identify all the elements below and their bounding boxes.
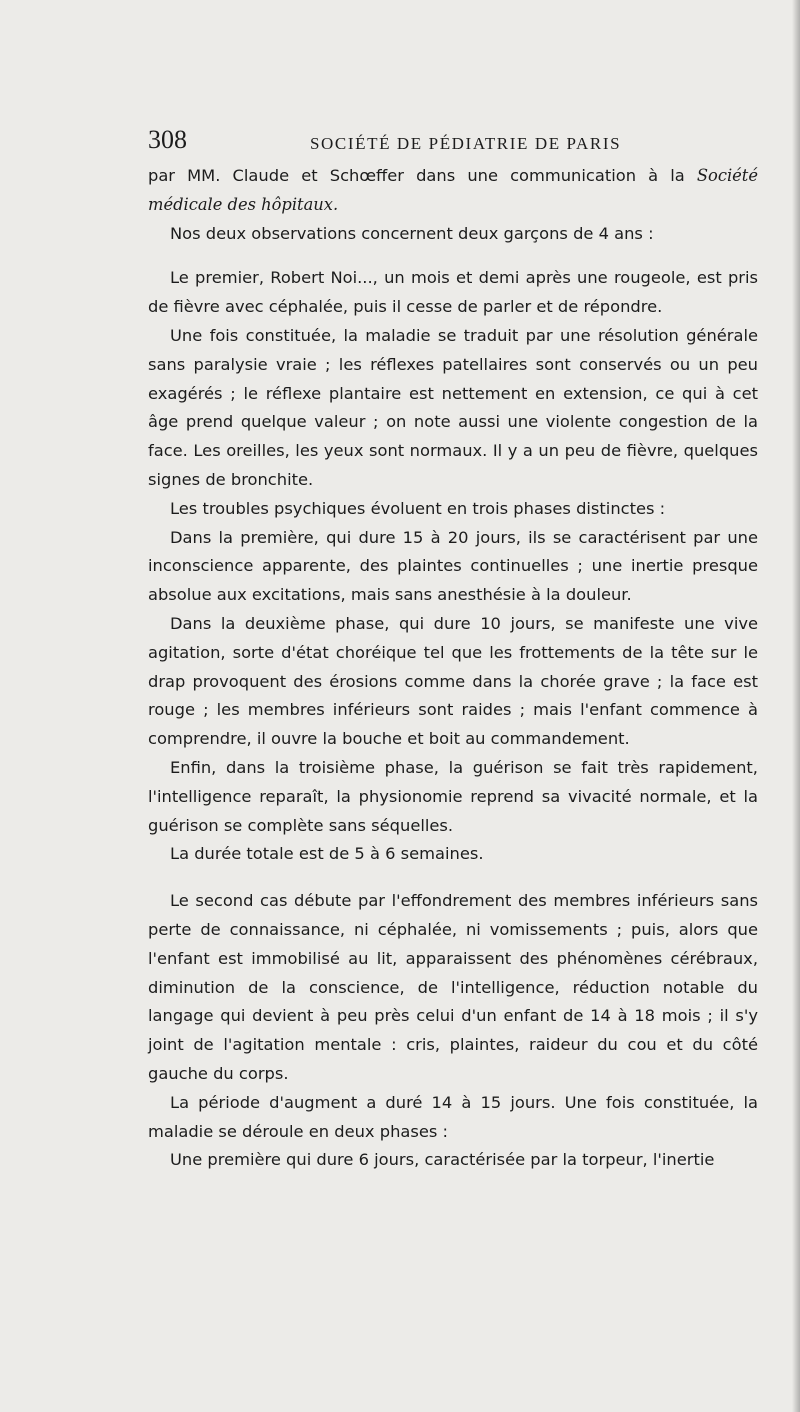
running-head: SOCIÉTÉ DE PÉDIATRIE DE PARIS: [310, 134, 622, 153]
paragraph-text: par MM. Claude et Schœffer dans une communication à la: [148, 166, 697, 185]
paragraph: La période d'augment a duré 14 à 15 jours. Une fois constituée, la maladie se déroule en deux phases :: [148, 1092, 758, 1141]
paragraph-continuation: [148, 162, 758, 220]
page-header: [148, 124, 758, 160]
paragraph: Le premier, Robert Noi..., un mois et demi après une rougeole, est pris de fièvre avec céphalée, puis il cesse de parler et de répondre.: [148, 268, 758, 317]
paragraph: Enfin, dans la troisième phase, la guérison se fait très rapidement, l'intelligence reparaît, la physionomie reprend sa vivacité normale, et la guérison se complète sans séquelles.: [148, 757, 758, 835]
journal-title: Société médicale des hôpitaux.: [148, 166, 758, 214]
paragraph: Le second cas débute par l'effondrement des membres inférieurs sans perte de connaissance, ni céphalée, ni vomissements ; puis, alors que l'enfant est immobilisé au lit, apparaissent des phénomènes cérébraux, diminution de la conscience, de l'intelligence, réduction notable du langage qui devient à peu près celui d'un enfant de 14 à 18 mois ; il s'y joint de l'agitation mentale : cris, plaintes, raideur du cou et du côté gauche du corps.: [148, 891, 758, 1083]
paragraph: Dans la première, qui dure 15 à 20 jours, ils se caractérisent par une inconscience apparente, des plaintes continuelles ; une inertie presque absolue aux excitations, mais sans anesthésie à la douleur.: [148, 527, 758, 605]
page-edge-shadow: [792, 0, 800, 1412]
paragraph: Nos deux observations concernent deux garçons de 4 ans :: [170, 223, 654, 243]
paragraph: La durée totale est de 5 à 6 semaines.: [170, 844, 484, 864]
page-number: 308: [148, 125, 187, 154]
body-text: [148, 162, 758, 1175]
paragraph: Une première qui dure 6 jours, caractérisée par la torpeur, l'inertie: [170, 1150, 715, 1170]
paragraph: Dans la deuxième phase, qui dure 10 jours, se manifeste une vive agitation, sorte d'état choréique tel que les frottements de la tête sur le drap provoquent des érosions comme dans la chorée grave ; la face est rouge ; les membres inférieurs sont raides ; mais l'enfant commence à comprendre, il ouvre la bouche et boit au commandement.: [148, 613, 758, 749]
paragraph: Les troubles psychiques évoluent en trois phases distinctes :: [170, 498, 666, 518]
paragraph: Une fois constituée, la maladie se traduit par une résolution générale sans paralysie vraie ; les réflexes patellaires sont conservés ou un peu exagérés ; le réflexe plantaire est nettement en extension, ce qui à cet âge prend quelque valeur ; on note aussi une violente congestion de la face. Les oreilles, les yeux sont normaux. Il y a un peu de fièvre, quelques signes de bronchite.: [148, 325, 758, 489]
